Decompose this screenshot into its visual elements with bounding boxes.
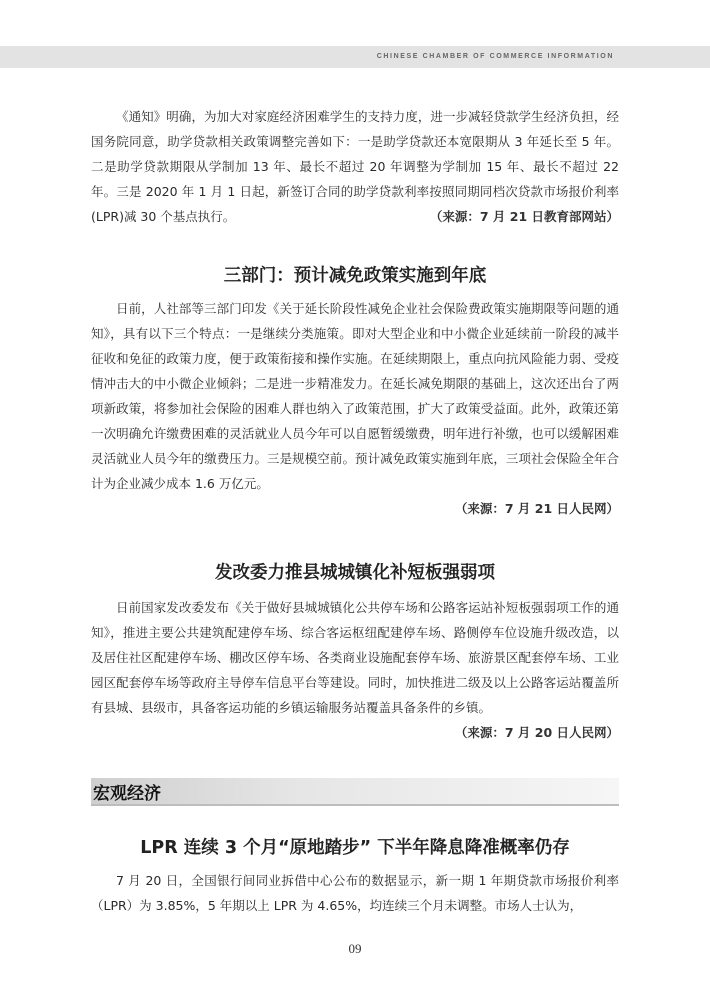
article4-paragraph — [91, 868, 619, 918]
article3-body: 日前国家发改委发布《关于做好县城城镇化公共停车场和公路客运站补短板强弱项工作的通知》，推进主要公共建筑配建停车场、综合客运枢纽配建停车场、路侧停车位设施升级改造，以及居住社区配建停车场、棚改区停车场、各类商业设施配套停车场、旅游景区配套停车场、工业园区配套停车场等政府主导停车信息平台等建设。同时，加快推进二级及以上公路客运站覆盖所有县城、县级市，具备客运功能的乡镇运输服务站覆盖具备条件的乡镇。 — [91, 600, 619, 715]
article4-body: 7 月 20 日，全国银行间同业拆借中心公布的数据显示，新一期 1 年期贷款市场报价利率（LPR）为 3.85%，5 年期以上 LPR 为 4.65%，均连续三个月未调整。市场人士认为， — [91, 873, 619, 913]
article2-title: 三部门：预计减免政策实施到年底 — [223, 266, 487, 286]
page-number: 09 — [348, 941, 362, 956]
article2-source: （来源：7 月 21 日人民网） — [454, 501, 619, 516]
article4-title: LPR 连续 3 个月“原地踏步” 下半年降息降准概率仍存 — [140, 838, 570, 858]
article3-paragraph — [91, 595, 619, 745]
article2-paragraph — [91, 296, 619, 521]
article1-paragraph — [91, 104, 619, 229]
article1-source: （来源：7 月 21 日教育部网站） — [429, 209, 619, 224]
header-publication-name: CHINESE CHAMBER OF COMMERCE INFORMATION — [376, 53, 614, 60]
article1-body: 《通知》明确，为加大对家庭经济困难学生的支持力度，进一步减轻贷款学生经济负担，经国务院同意，助学贷款相关政策调整完善如下：一是助学贷款还本宽限期从 3 年延长至 5 年。二是助学贷款期限从学制加 13 年、最长不超过 20 年调整为学制加 15 年、最长不超过 22 年。三是 2020 年 1 月 1 日起，新签订合同的助学贷款利率按照同期同档次贷款市场报价利率(LPR)减 30 个基点执行。 — [91, 109, 619, 224]
article3-source: （来源：7 月 20 日人民网） — [454, 725, 619, 740]
section-title: 宏观经济 — [93, 784, 161, 804]
section-bar — [91, 778, 619, 806]
article3-title: 发改委力推县城城镇化补短板强弱项 — [215, 563, 495, 583]
article2-body: 日前，人社部等三部门印发《关于延长阶段性减免企业社会保险费政策实施期限等问题的通知》，具有以下三个特点：一是继续分类施策。即对大型企业和中小微企业延续前一阶段的减半征收和免征的政策力度，便于政策衔接和操作实施。在延续期限上，重点向抗风险能力弱、受疫情冲击大的中小微企业倾斜；二是进一步精准发力。在延长减免期限的基础上，这次还出台了两项新政策，将参加社会保险的困难人群也纳入了政策范围，扩大了政策受益面。此外，政策还第一次明确允许缴费困难的灵活就业人员今年可以自愿暂缓缴费，明年进行补缴，也可以缓解困难灵活就业人员今年的缴费压力。三是规模空前。预计减免政策实施到年底，三项社会保险全年合计为企业减少成本 1.6 万亿元。 — [91, 301, 619, 491]
